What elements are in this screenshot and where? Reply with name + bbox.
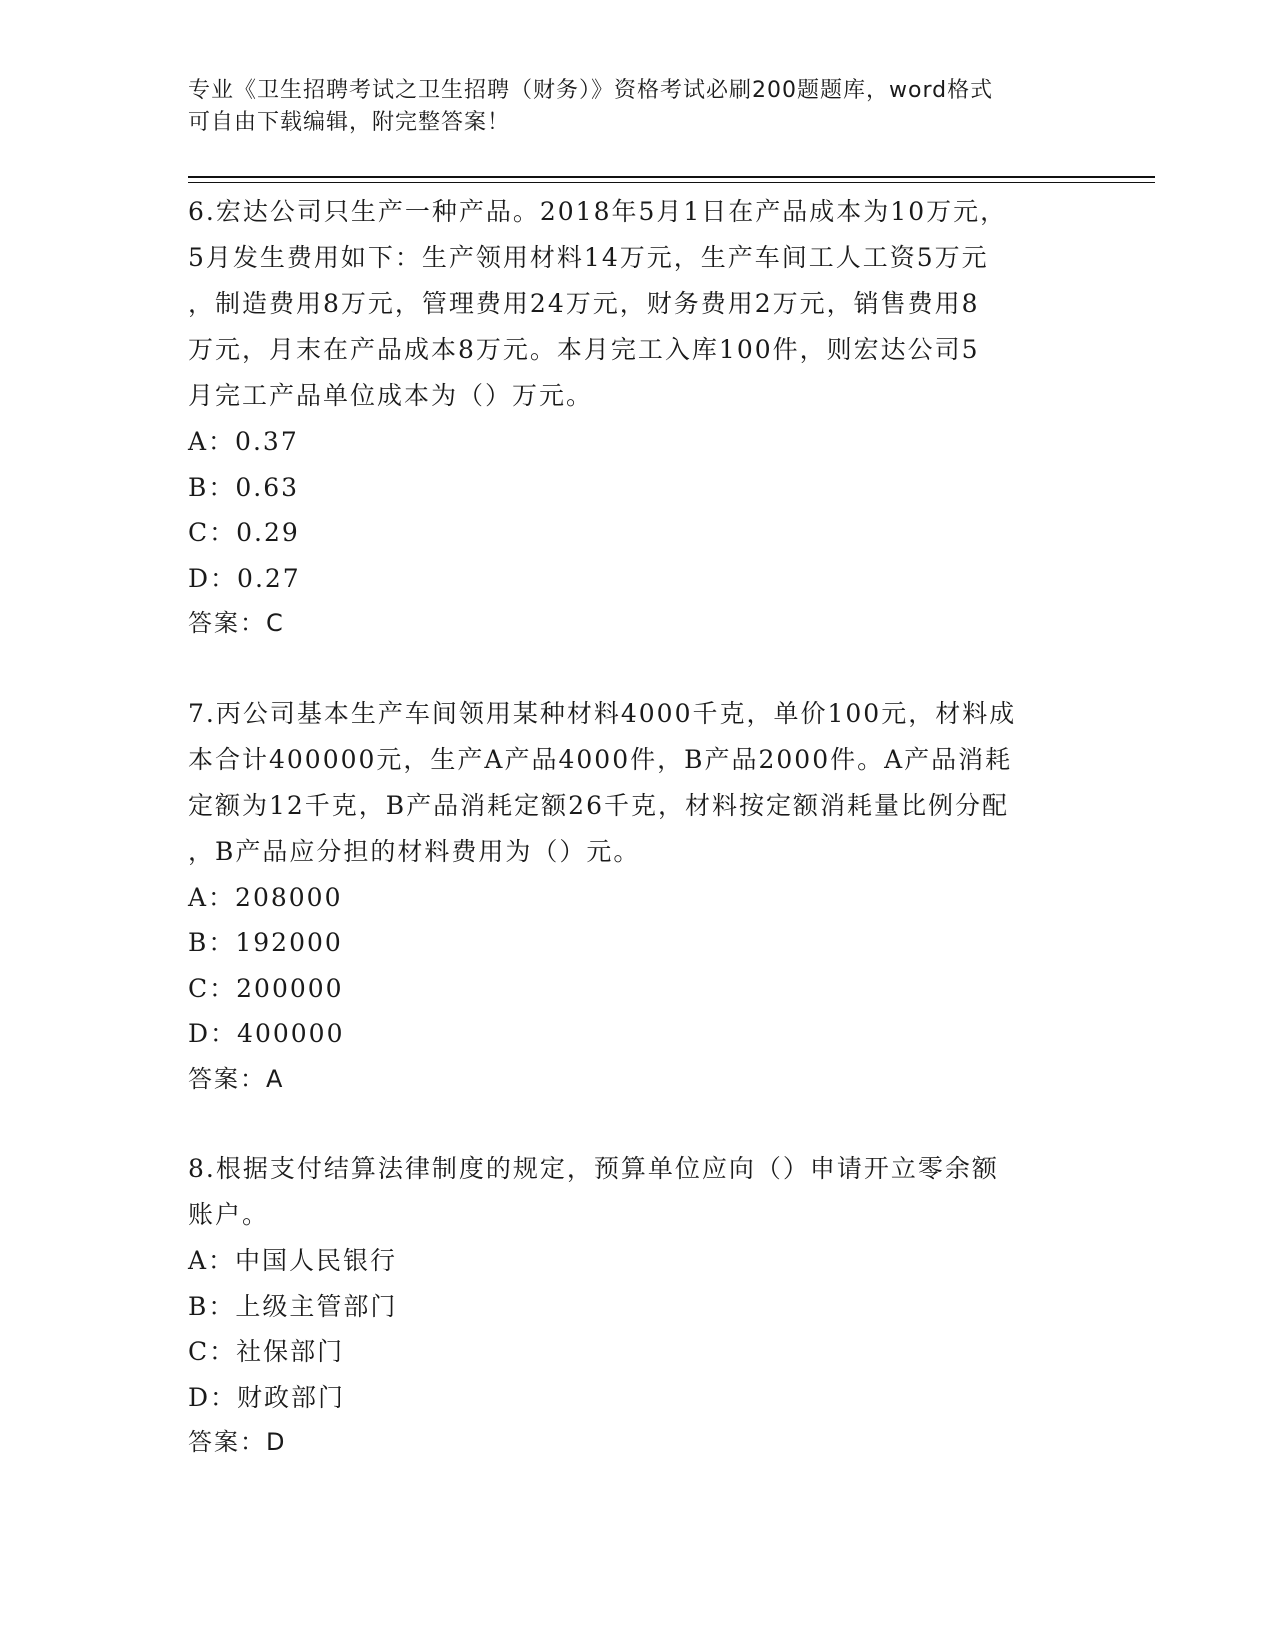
document-header (188, 75, 1088, 139)
option-d: D：0.27 (188, 563, 301, 593)
header-divider-thin (188, 182, 1155, 183)
option-b: B：192000 (188, 928, 343, 957)
question-8 (188, 1146, 1088, 1466)
question-text-line: 账户。 (188, 1200, 270, 1229)
question-text-line: ，B产品应分担的材料费用为（）元。 (188, 836, 641, 866)
option-c: C：200000 (188, 973, 344, 1003)
question-spacer (188, 1102, 1088, 1146)
option-a: A：208000 (188, 882, 343, 912)
question-text-line: ，制造费用8万元，管理费用24万元，财务费用2万元，销售费用8 (188, 289, 980, 318)
option-b: B：上级主管部门 (188, 1291, 398, 1321)
answer-label: 答案：D (188, 1428, 287, 1456)
question-spacer (188, 647, 1088, 691)
option-a: A：中国人民银行 (188, 1246, 398, 1275)
header-divider-thick (188, 176, 1155, 178)
header-line-1: 专业《卫生招聘考试之卫生招聘（财务）》资格考试必刷200题题库，word格式 (188, 78, 994, 103)
question-list (188, 189, 1088, 1466)
question-text-line: 月完工产品单位成本为（）万元。 (188, 381, 594, 410)
answer-label: 答案：A (188, 1064, 285, 1093)
question-text-line: 本合计400000元，生产A产品4000件，B产品2000件。A产品消耗 (188, 744, 1013, 774)
answer-label: 答案：C (188, 609, 285, 637)
option-c: C：0.29 (188, 518, 300, 547)
header-line-2: 可自由下载编辑，附完整答案！ (188, 110, 511, 135)
question-text-line: 7.丙公司基本生产车间领用某种材料4000千克，单价100元，材料成 (188, 698, 1017, 728)
question-text-line: 6.宏达公司只生产一种产品。2018年5月1日在产品成本为10万元， (188, 197, 1008, 226)
question-7 (188, 691, 1088, 1103)
option-a: A：0.37 (188, 427, 299, 456)
question-text-line: 8.根据支付结算法律制度的规定，预算单位应向（）申请开立零余额 (188, 1154, 999, 1183)
option-c: C：社保部门 (188, 1337, 345, 1366)
option-d: D：财政部门 (188, 1382, 346, 1412)
question-text-line: 万元，月末在产品成本8万元。本月完工入库100件，则宏达公司5 (188, 335, 980, 364)
question-text-line: 5月发生费用如下：生产领用材料14万元，生产车间工人工资5万元 (188, 243, 989, 272)
option-d: D：400000 (188, 1019, 345, 1048)
question-6 (188, 189, 1088, 647)
question-text-line: 定额为12千克，B产品消耗定额26千克，材料按定额消耗量比例分配 (188, 790, 1009, 820)
option-b: B：0.63 (188, 472, 300, 502)
